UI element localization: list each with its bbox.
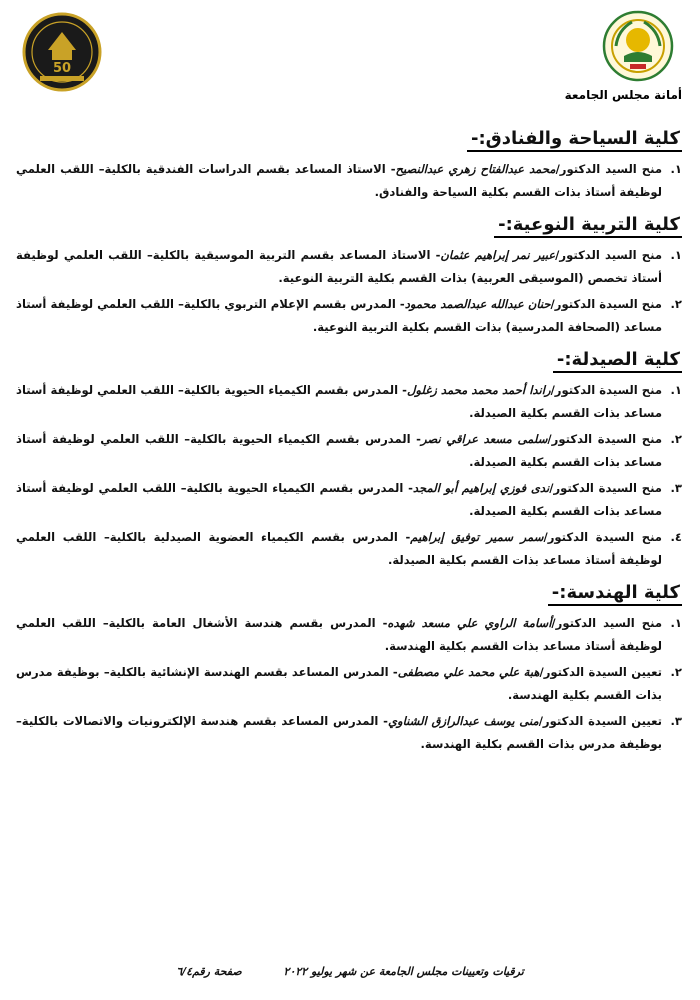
- svg-text:50: 50: [52, 61, 72, 76]
- university-logo: [602, 10, 674, 82]
- section-specific-education: [16, 214, 684, 339]
- list-item: ٢. منح السيدة الدكتور/حنان عبدالله عبدالصمد محمود- المدرس بقسم الإعلام التربوي بالكلية– اللقب العلمي لوظيفة أستاذ مساعد (الصحافة المدرسية) بذات القسم بكلية التربية النوعية.: [16, 297, 682, 334]
- section-engineering: [16, 582, 684, 756]
- section-title: كلية التربية النوعية:-: [494, 214, 682, 238]
- section-tourism: [16, 128, 684, 204]
- section-title: كلية الهندسة:-: [548, 582, 682, 606]
- section-title: كلية السياحة والفنادق:-: [467, 128, 682, 152]
- council-secretariat-label: أمانة مجلس الجامعة: [564, 88, 682, 102]
- jubilee-logo: [22, 12, 102, 92]
- list-item: ٢. منح السيدة الدكتور/سلمى مسعد عراقي نصر- المدرس بقسم الكيمياء الحيوية بالكلية– اللقب العلمي لوظيفة أستاذ مساعد بذات القسم بكلية الصيدلة.: [16, 432, 682, 469]
- list-item: ١. منح السيدة الدكتور/راندا أحمد محمد محمد زغلول- المدرس بقسم الكيمياء الحيوية بالكلية– اللقب العلمي لوظيفة أستاذ مساعد بذات القسم بكلية الصيدلة.: [16, 383, 682, 420]
- document-body: [16, 128, 684, 766]
- page-footer: [0, 965, 700, 978]
- list-item: ٤. منح السيدة الدكتور/سمر سمير توفيق إبراهيم- المدرس بقسم الكيمياء العضوية الصيدلية بالكلية– اللقب العلمي لوظيفة أستاذ مساعد بذات القسم بكلية الصيدلة.: [16, 530, 682, 567]
- list-item: ١. منح السيد الدكتور/عبير نمر إبراهيم عثمان- الاستاذ المساعد بقسم التربية الموسيقية بالكلية– اللقب العلمي لوظيفة أستاذ تخصص (الموسيقى العربية) بذات القسم بكلية التربية النوعية.: [16, 248, 682, 285]
- section-title: كلية الصيدلة:-: [553, 349, 682, 373]
- page-number: صفحة رقم٦/٤: [176, 965, 242, 978]
- footer-text: ترقيات وتعيينات مجلس الجامعة عن شهر يوليو ٢٠٢٢: [283, 965, 524, 978]
- list-item: ١. منح السيد الدكتور/محمد عبدالفتاح زهري عبدالنصيح- الاستاذ المساعد بقسم الدراسات الفندقية بالكلية– اللقب العلمي لوظيفة أستاذ بذات القسم بكلية السياحة والفنادق.: [16, 162, 682, 199]
- list-item: ١. منح السيد الدكتور/أسامة الراوي علي مسعد شهده- المدرس بقسم هندسة الأشغال العامة بالكلية– اللقب العلمي لوظيفة أستاذ مساعد بذات القسم بكلية الهندسة.: [16, 616, 682, 653]
- list-item: ٢. تعيين السيدة الدكتور/هبة علي محمد علي مصطفى- المدرس المساعد بقسم الهندسة الإنشائية بالكلية– بوظيفة مدرس بذات القسم بكلية الهندسة.: [16, 665, 682, 702]
- list-item: ٣. منح السيدة الدكتور/ندى فوزي إبراهيم أبو المجد- المدرس بقسم الكيمياء الحيوية بالكلية– اللقب العلمي لوظيفة أستاذ مساعد بذات القسم بكلية الصيدلة.: [16, 481, 682, 518]
- section-pharmacy: [16, 349, 684, 572]
- list-item: ٣. تعيين السيدة الدكتور/منى يوسف عبدالرازق الشناوي- المدرس المساعد بقسم هندسة الإلكترونيات والاتصالات بالكلية– بوظيفة مدرس بذات القسم بكلية الهندسة.: [16, 714, 682, 751]
